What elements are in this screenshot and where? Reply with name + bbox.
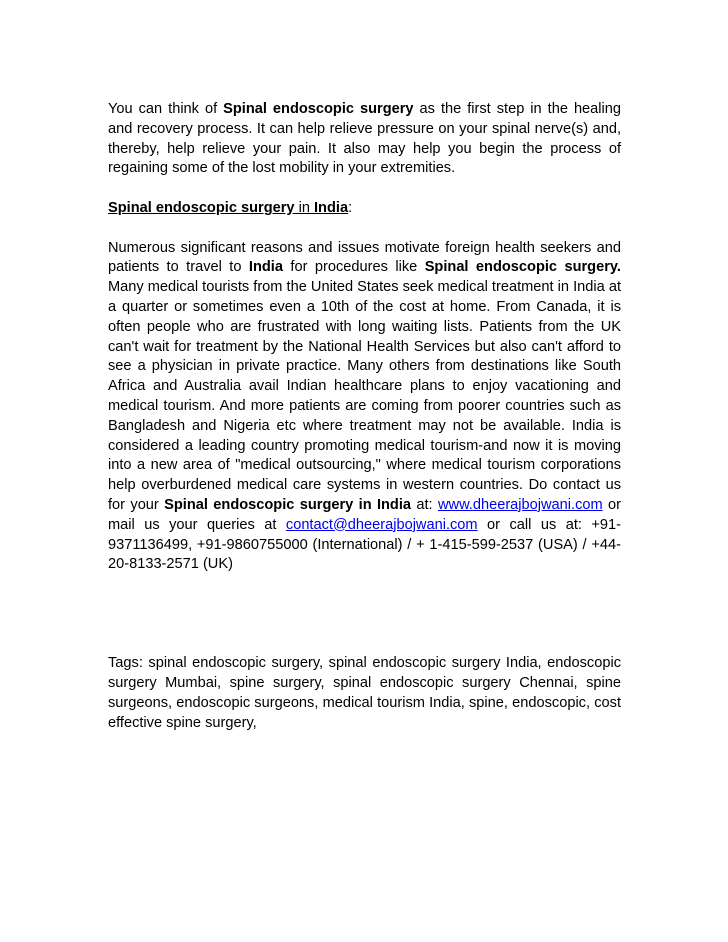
intro-bold-keyword: Spinal endoscopic surgery	[223, 101, 414, 117]
heading-in: in	[294, 199, 314, 216]
body-bold-contact-keyword: Spinal endoscopic surgery in India	[164, 496, 412, 513]
intro-text-2: as the first step in the healing and recovery process. It can help relieve pressure on your spinal nerve(s) and, thereby, help relieve your pain. It also may help you begin the process of regaining some of the lost mobility in your extremities.	[108, 101, 622, 177]
intro-paragraph	[108, 100, 621, 179]
email-link[interactable]: contact@dheerajbojwani.com	[285, 516, 478, 533]
body-paragraph	[108, 239, 621, 576]
body-text-1: Numerous significant reasons and issues motivate foreign health seekers and patients to travel to	[108, 239, 621, 276]
document-page	[108, 100, 621, 733]
spacer	[108, 179, 621, 199]
body-text-4: at:	[411, 496, 438, 513]
heading-country: India	[314, 199, 349, 216]
spacer	[108, 219, 621, 239]
section-heading	[108, 199, 621, 219]
website-link[interactable]: www.dheerajbojwani.com	[437, 496, 603, 513]
intro-text-1: You can think of	[108, 101, 224, 117]
heading-keyword: Spinal endoscopic surgery	[108, 199, 295, 216]
body-text-5: or mail us your queries at	[108, 496, 621, 533]
body-text-6: or call us at: +91-9371136499, +91-9860755000 (International) / + 1-415-599-2537 (USA) / +44-20-8133-2571 (UK)	[108, 516, 622, 573]
body-text-3: Many medical tourists from the United States seek medical treatment in India at a quarter or sometimes even a 10th of the cost at home. From Canada, it is often people who are frustrated with long waiting lists. Patients from the UK can't wait for treatment by the National Health Services but also can't afford to see a physician in private practice. Many others from destinations like South Africa and Australia avail Indian healthcare plans to enjoy vacationing and medical tourism. And more patients are coming from poorer countries such as Bangladesh and Nigeria etc where treatment may not be available. India is considered a leading country promoting medical tourism-and now it is moving into a new area of "medical outsourcing," where medical tourism corporations help overburdened medical care systems in western countries. Do contact us for your	[108, 279, 621, 513]
heading-colon: :	[348, 199, 353, 216]
body-bold-procedure: Spinal endoscopic surgery.	[424, 259, 621, 276]
spacer	[108, 575, 621, 654]
tags-paragraph: Tags: spinal endoscopic surgery, spinal endoscopic surgery India, endoscopic surgery Mumbai, spine surgery, spinal endoscopic surgery Chennai, spine surgeons, endoscopic surgeons, medical tourism India, spine, endoscopic, cost effective spine surgery,	[108, 655, 621, 731]
body-bold-india: India	[248, 259, 283, 276]
body-text-2: for procedures like	[282, 259, 425, 276]
